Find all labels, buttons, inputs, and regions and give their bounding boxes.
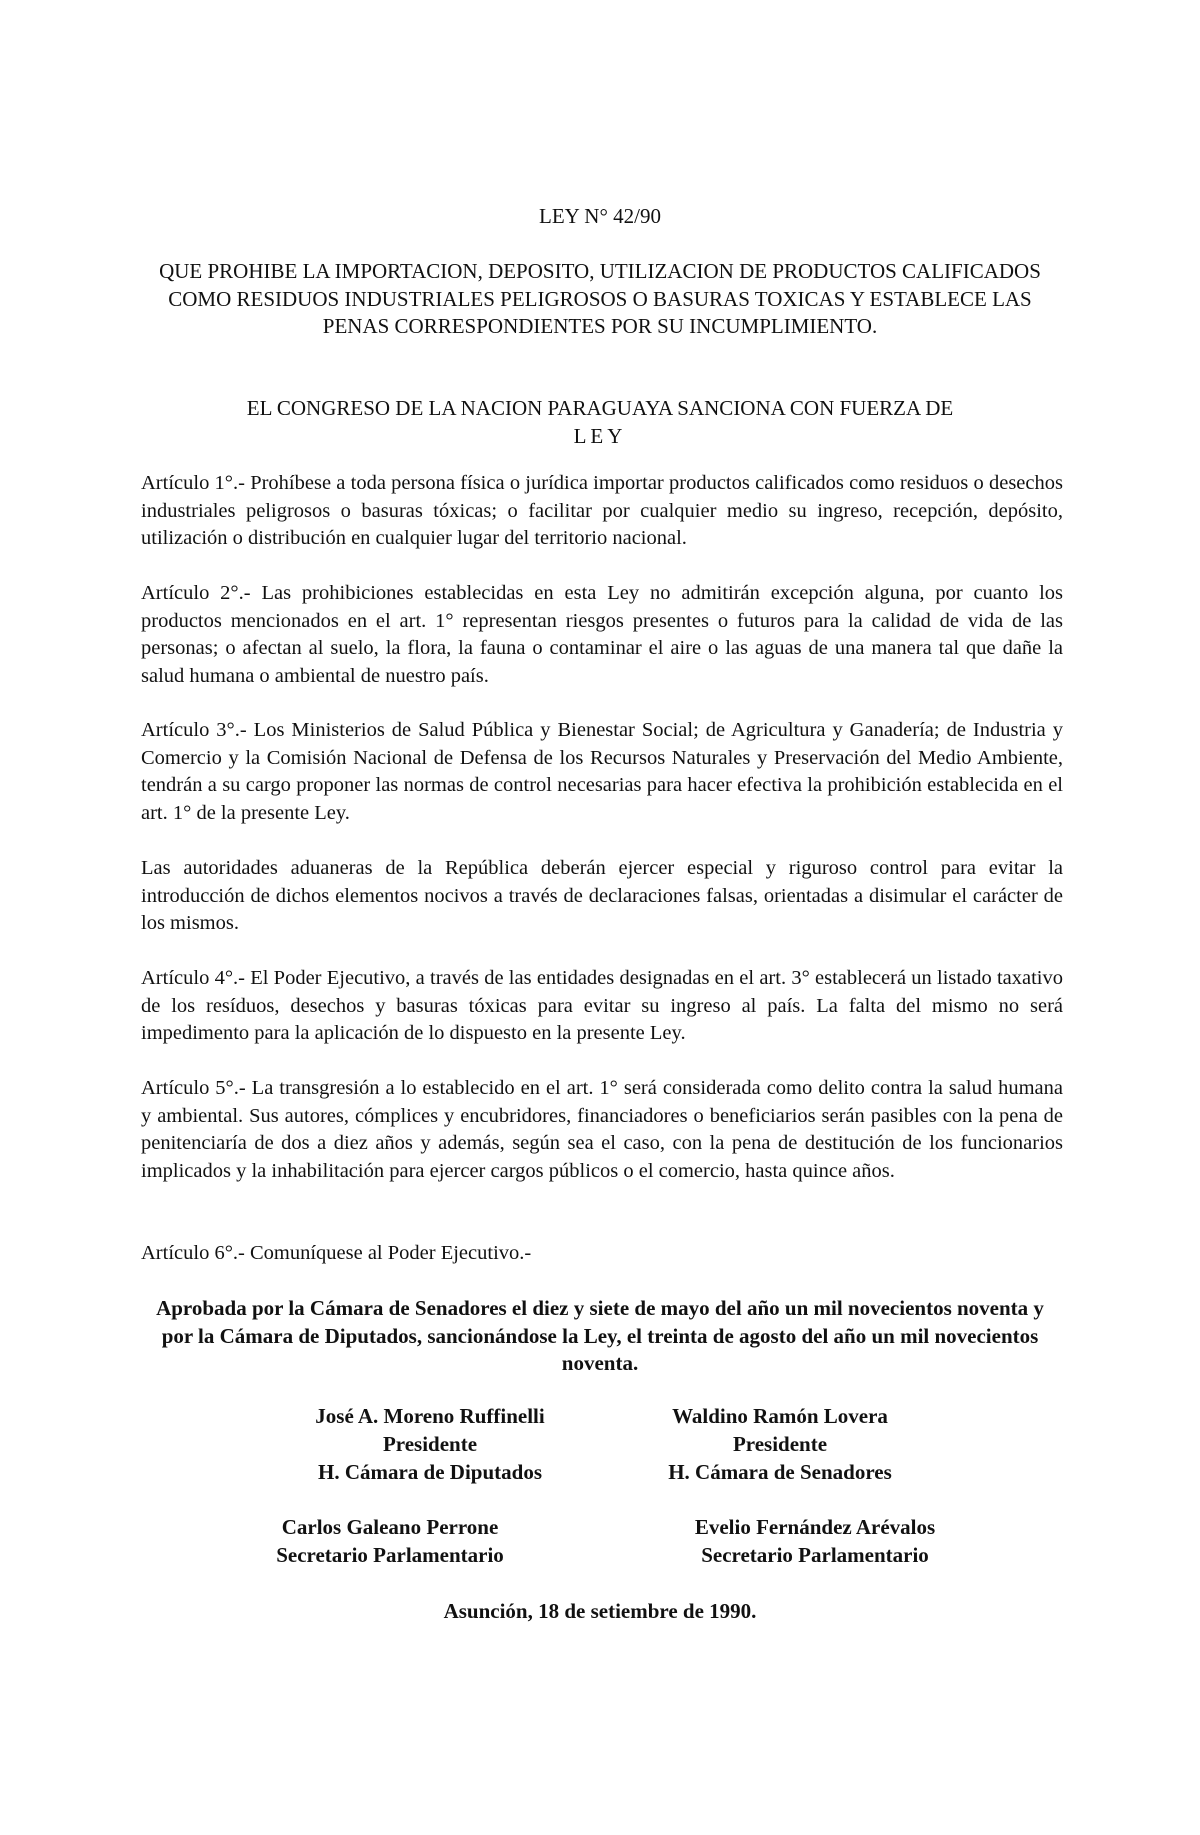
- article-3: Artículo 3°.- Los Ministerios de Salud Pública y Bienestar Social; de Agricultura y Ganadería; de Industria y Comercio y la Comisión Nacional de Defensa de los Recursos Naturales y Preservación del Medio Ambiente, tendrán a su cargo proponer las normas de control necesarias para hacer efectiva la prohibición establecida en el art. 1° de la presente Ley.: [141, 719, 1063, 824]
- signatory-name: Waldino Ramón Lovera: [672, 1404, 888, 1428]
- law-title: QUE PROHIBE LA IMPORTACION, DEPOSITO, UTILIZACION DE PRODUCTOS CALIFICADOS COMO RESIDUOS INDUSTRIALES PELIGROSOS O BASURAS TOXICAS Y ESTABLECE LAS PENAS CORRESPONDIENTES POR SU INCUMPLIMIENTO.: [159, 259, 1041, 338]
- enactment-line: EL CONGRESO DE LA NACION PARAGUAYA SANCIONA CON FUERZA DE: [246, 396, 954, 420]
- signatory-role: Secretario Parlamentario: [276, 1543, 504, 1567]
- article-4: Artículo 4°.- El Poder Ejecutivo, a través de las entidades designadas en el art. 3° establecerá un listado taxativo de los resíduos, desechos y basuras tóxicas para evitar su ingreso al país. La falta del mismo no será impedimento para la aplicación de lo dispuesto en la presente Ley.: [141, 967, 1063, 1044]
- article-1: Artículo 1°.- Prohíbese a toda persona física o jurídica importar productos calificados como residuos o desechos industriales peligrosos o basuras tóxicas; o facilitar por cualquier medio su ingreso, recepción, depósito, utilización o distribución en cualquier lugar del territorio nacional.: [141, 472, 1063, 549]
- signatory-role: Presidente: [382, 1432, 478, 1456]
- article-2: Artículo 2°.- Las prohibiciones establecidas en esta Ley no admitirán excepción alguna, por cuanto los productos mencionados en el art. 1° representan riesgos presentes o futuros para la calidad de vida de las personas; o afectan al suelo, la flora, la fauna o contaminar el aire o las aguas de una manera tal que dañe la salud humana o ambiental de nuestro país.: [141, 582, 1063, 687]
- signatory-body: H. Cámara de Diputados: [317, 1460, 543, 1484]
- approval-statement: Aprobada por la Cámara de Senadores el diez y siete de mayo del año un mil novecientos noventa y por la Cámara de Diputados, sancionándose la Ley, el treinta de agosto del año un mil novecientos noventa.: [156, 1296, 1044, 1375]
- signature-block-right-bottom: [665, 1513, 965, 1569]
- law-number: LEY N° 42/90: [539, 204, 661, 228]
- signature-block-right-top: [630, 1402, 930, 1486]
- signatory-name: Carlos Galeano Perrone: [281, 1515, 499, 1539]
- signatory-role: Secretario Parlamentario: [701, 1543, 929, 1567]
- signature-block-left-top: [280, 1402, 580, 1486]
- signature-block-left-bottom: [240, 1513, 540, 1569]
- article-5: Artículo 5°.- La transgresión a lo establecido en el art. 1° será considerada como delito contra la salud humana y ambiental. Sus autores, cómplices y encubridores, financiadores o beneficiarios serán pasibles con la pena de penitenciaría de dos a diez años y además, según sea el caso, con la pena de destitución de los funcionarios implicados y la inhabilitación para ejercer cargos públicos o el comercio, hasta quince años.: [141, 1077, 1063, 1182]
- signatory-role: Presidente: [732, 1432, 828, 1456]
- enactment-ley: LEY: [573, 423, 627, 448]
- article-6: Artículo 6°.- Comuníquese al Poder Ejecutivo.-: [141, 1242, 532, 1264]
- signatory-body: H. Cámara de Senadores: [668, 1460, 892, 1484]
- enactment-formula: [150, 395, 1050, 450]
- signatory-name: José A. Moreno Ruffinelli: [315, 1404, 545, 1428]
- signatory-name: Evelio Fernández Arévalos: [694, 1515, 936, 1539]
- date-line: Asunción, 18 de setiembre de 1990.: [443, 1599, 757, 1623]
- article-3-paragraph-2: Las autoridades aduaneras de la República deberán ejercer especial y riguroso control para evitar la introducción de dichos elementos nocivos a través de declaraciones falsas, orientadas a disimular el carácter de los mismos.: [141, 857, 1063, 934]
